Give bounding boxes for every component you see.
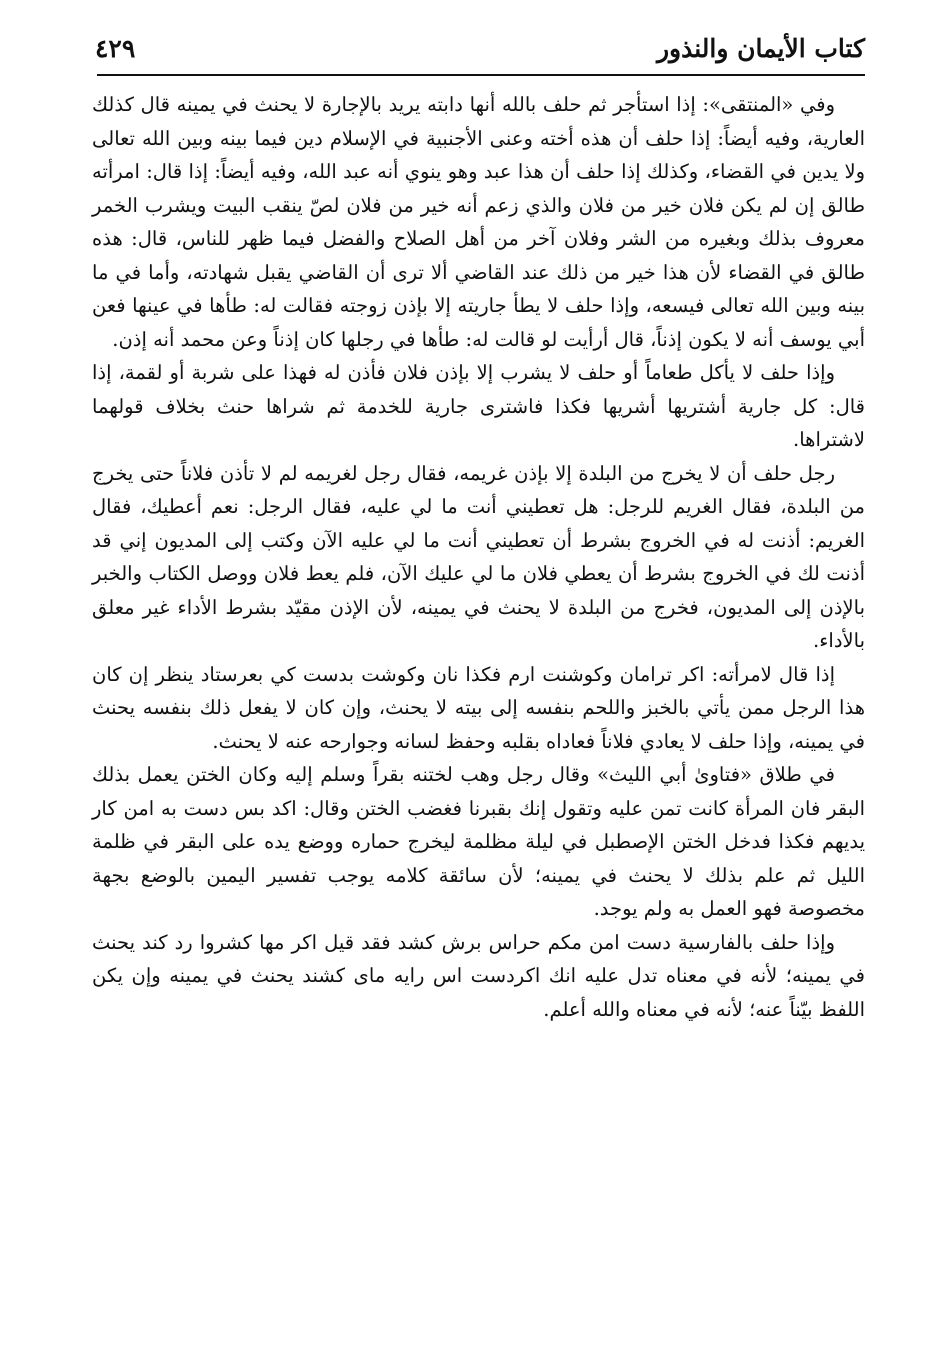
paragraph-2: وإذا حلف لا يأكل طعاماً أو حلف لا يشرب إلا بإذن فلان فأذن له فهذا على شربة أو لقمة، إذا قال: كل جارية أشتريها أشريها فكذا فاشترى جارية للخدمة ثم شراها حنث بخلاف قولهما لاشتراها. [92, 361, 865, 451]
paragraph-3: رجل حلف أن لا يخرج من البلدة إلا بإذن غريمه، فقال رجل لغريمه لم لا تأذن فلاناً حتى يخرج من البلدة، فقال الغريم للرجل: هل تعطيني أنت ما لي عليه، فقال الرجل: نعم أعطيك، فقال الغريم: أذنت له في الخروج بشرط أن تعطيني أنت ما لي عليه الآن وكتب إلى المديون إني قد أذنت لك في الخروج بشرط أن يعطي فلان ما لي عليك الآن، فلم يعط فلان ووصل الكتاب والخبر بالإذن إلى المديون، فخرج من البلدة لا يحنث في يمينه، لأن الإذن مقيّد بشرط الأداء غير معلق بالأداء. [92, 461, 865, 652]
body-text [92, 88, 865, 1026]
running-title: كتاب الأيمان والنذور [656, 34, 865, 63]
paragraph-1: وفي «المنتقى»: إذا استأجر ثم حلف بالله أنها دابته يريد بالإجارة لا يحنث في يمينه قال كذلك العارية، وفيه أيضاً: إذا حلف أن هذه أخته وعنى الأجنبية في الإسلام دين فيما بينه وبين الله تعالى ولا يدين في القضاء، وكذلك إذا حلف أن هذا عبد وهو ينوي أنه عبد الله، وفيه أيضاً: إذا قال: امرأته طالق إن لم يكن فلان خير من فلان والذي زعم أنه خير من فلان لصّ ينقب البيت ويشرب الخمر معروف بذلك وبغيره من الشر وفلان آخر من أهل الصلاح والفضل فيما ظهر للناس، قال: هذه طالق في القضاء لأن هذا خير من ذلك عند القاضي ألا ترى أن القاضي يقبل شهادته، وأما في ما بينه وبين الله تعالى فيسعه، وإذا حلف لا يطأ جاريته إلا بإذن زوجته فقالت له: طأها في عينها فعن أبي يوسف أنه لا يكون إذناً، قال أرأيت لو قالت له: طأها في رجلها كان إذناً وعن محمد أنه إذن. [92, 93, 865, 351]
page-number: ٤٢٩ [95, 34, 136, 63]
page-header [95, 26, 865, 72]
header-divider [97, 74, 865, 76]
paragraph-6: وإذا حلف بالفارسية دست امن مكم حراس برش كشد فقد قيل اكر مها كشروا رد كند يحنث في يمينه؛ لأنه في معناه تدل عليه انك اكردست اس رايه ماى كشند يحنث في يمينه وإن يكن اللفظ بيّناً عنه؛ لأنه في معناه والله أعلم. [92, 930, 865, 1021]
paragraph-4: إذا قال لامرأته: اكر ترامان وكوشنت ارم فكذا نان وكوشت بدست كي بعرستاد ينظر إن كان هذا الرجل ممن يأتي بالخبز واللحم بنفسه إلى بيته لا يحنث، وإن كان لا يفعل ذلك بنفسه يحنث في يمينه، وإذا حلف لا يعادي فلاناً فعاداه بقلبه وحفظ لسانه وجوارحه عنه لا يحنث. [92, 662, 865, 753]
paragraph-5: في طلاق «فتاوىٰ أبي الليث» وقال رجل وهب لختنه بقراً وسلم إليه وكان الختن يعمل بذلك البقر فان المرأة كانت تمن عليه وتقول إنك بقبرنا فغضب الختن وقال: اكد بس دست به امن كار يديهم فكذا فدخل الختن الإصطبل في ليلة مظلمة ليخرج حماره ووضع يده على البقر في ظلمة الليل ثم علم بذلك لا يحنث في يمينه؛ لأن سائقة كلامه يوجب تفسير اليمين بالوضع بجهة مخصوصة فهو العمل به ولم يوجد. [92, 763, 865, 920]
